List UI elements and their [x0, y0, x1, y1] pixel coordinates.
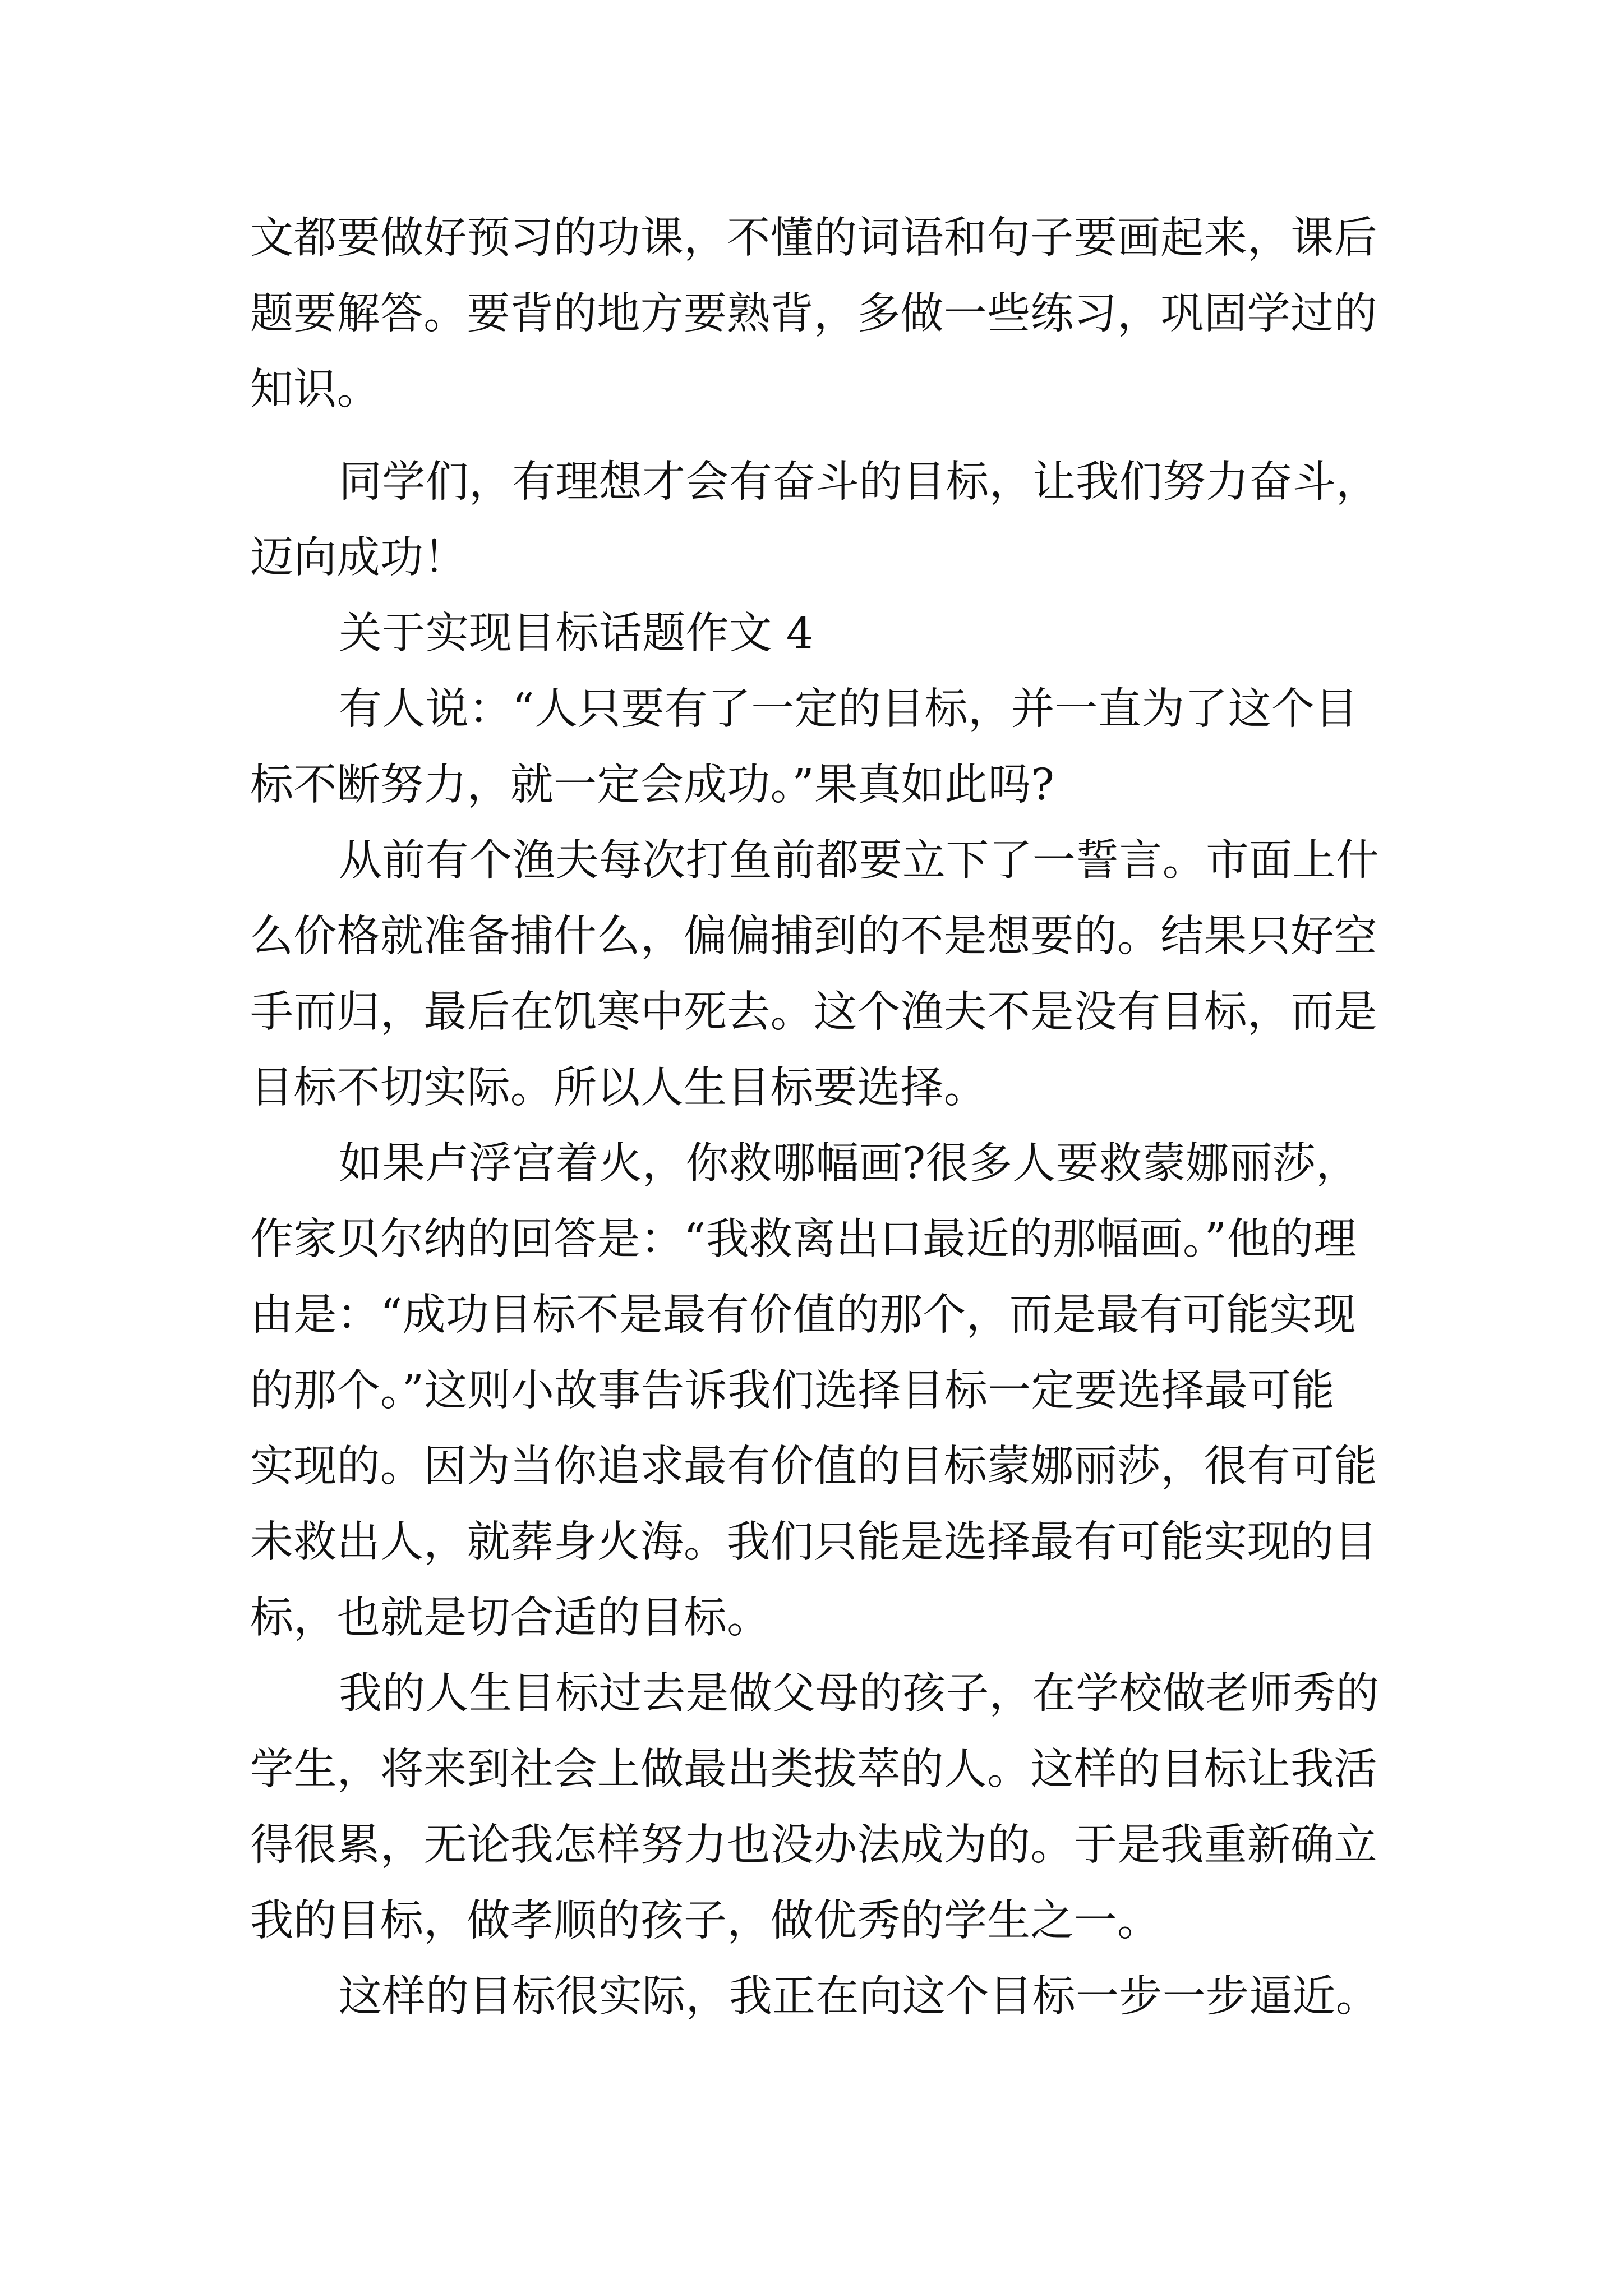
text-line: 如果卢浮宫着火，你救哪幅画?很多人要救蒙娜丽莎， — [339, 1139, 1359, 1189]
text-line: 文都要做好预习的功课，不懂的词语和句子要画起来，课后 — [250, 213, 1377, 263]
text-line: 标不断努力，就一定会成功。”果真如此吗? — [250, 760, 1055, 810]
text-line: 实现的。因为当你追求最有价值的目标蒙娜丽莎，很有可能 — [250, 1442, 1377, 1492]
text-line: 我的目标，做孝顺的孩子，做优秀的学生之一。 — [250, 1896, 1161, 1946]
text-line: 从前有个渔夫每次打鱼前都要立下了一誓言。市面上什 — [339, 836, 1380, 886]
section-heading: 关于实现目标话题作文 4 — [339, 609, 814, 659]
text-line: 目标不切实际。所以人生目标要选择。 — [250, 1063, 988, 1113]
text-line: 标，也就是切合适的目标。 — [250, 1593, 771, 1643]
text-line: 作家贝尔纳的回答是：“我救离出口最近的那幅画。”他的理 — [250, 1214, 1357, 1264]
text-line: 手而归，最后在饥寒中死去。这个渔夫不是没有目标，而是 — [250, 987, 1377, 1037]
text-line: 知识。 — [250, 365, 380, 415]
text-line: 由是：“成功目标不是最有价值的那个，而是最有可能实现 — [250, 1290, 1357, 1340]
text-line: 的那个。”这则小故事告诉我们选择目标一定要选择最可能 — [250, 1366, 1335, 1416]
text-line: 迈向成功！ — [250, 533, 467, 583]
text-line: 题要解答。要背的地方要熟背，多做一些练习，巩固学过的 — [250, 289, 1377, 339]
text-line: 同学们，有理想才会有奋斗的目标，让我们努力奋斗， — [339, 457, 1380, 507]
text-line: 么价格就准备捕什么，偏偏捕到的不是想要的。结果只好空 — [250, 912, 1377, 961]
text-line: 这样的目标很实际，我正在向这个目标一步一步逼近。 — [339, 1972, 1380, 2022]
text-line: 未救出人，就葬身火海。我们只能是选择最有可能实现的目 — [250, 1517, 1377, 1567]
text-line: 学生，将来到社会上做最出类拔萃的人。这样的目标让我活 — [250, 1745, 1377, 1795]
text-line: 得很累，无论我怎样努力也没办法成为的。于是我重新确立 — [250, 1820, 1377, 1870]
text-line: 有人说：“人只要有了一定的目标，并一直为了这个目 — [339, 684, 1358, 734]
text-line: 我的人生目标过去是做父母的孩子，在学校做老师秀的 — [339, 1669, 1380, 1719]
